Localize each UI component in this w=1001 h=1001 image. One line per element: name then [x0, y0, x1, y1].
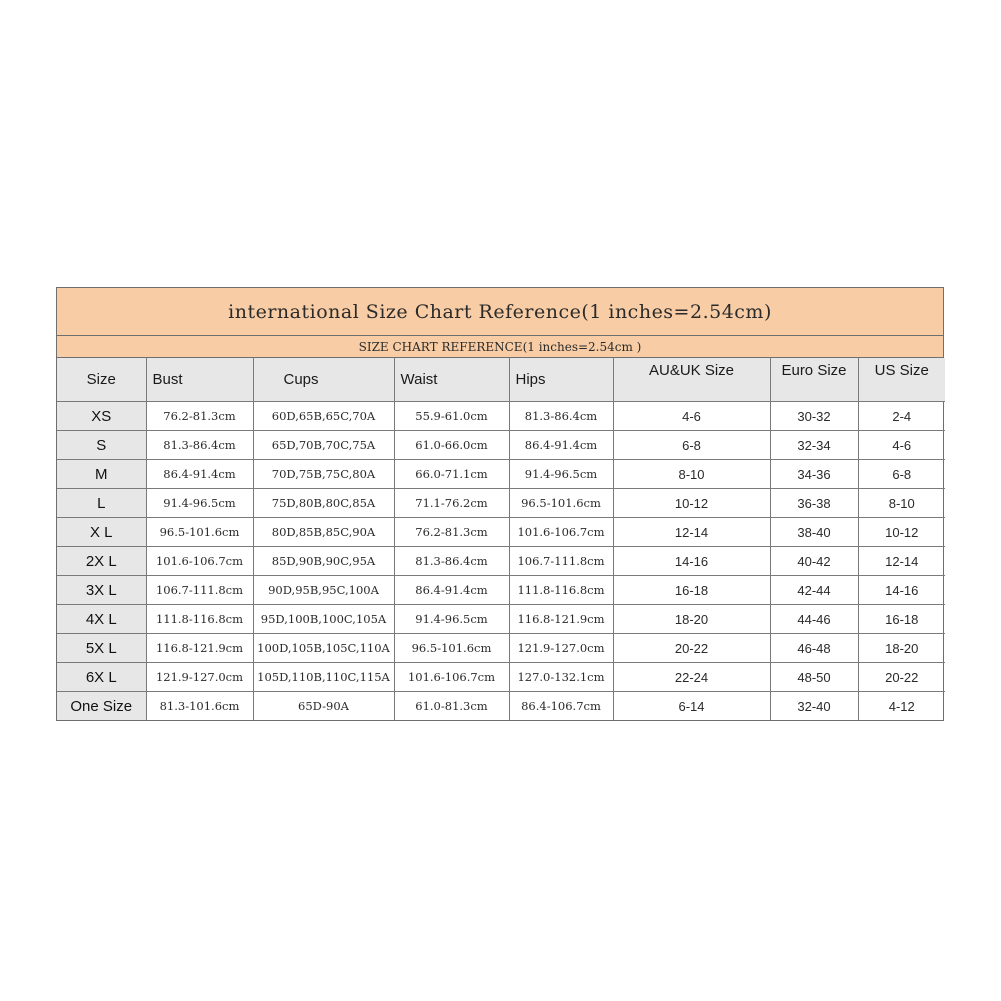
- cell-euro-size: 46-48: [770, 634, 858, 663]
- cell-au-uk-size: 16-18: [613, 576, 770, 605]
- table-row: [57, 518, 945, 547]
- cell-waist: 61.0-81.3cm: [394, 692, 509, 721]
- cell-bust: 76.2-81.3cm: [146, 402, 253, 431]
- cell-size: S: [57, 431, 146, 460]
- cell-waist: 81.3-86.4cm: [394, 547, 509, 576]
- cell-au-uk-size: 22-24: [613, 663, 770, 692]
- cell-size: 5X L: [57, 634, 146, 663]
- cell-cups: 65D,70B,70C,75A: [253, 431, 394, 460]
- cell-size: 2X L: [57, 547, 146, 576]
- cell-bust: 116.8-121.9cm: [146, 634, 253, 663]
- cell-cups: 65D-90A: [253, 692, 394, 721]
- cell-au-uk-size: 10-12: [613, 489, 770, 518]
- cell-hips: 116.8-121.9cm: [509, 605, 613, 634]
- cell-hips: 106.7-111.8cm: [509, 547, 613, 576]
- cell-hips: 127.0-132.1cm: [509, 663, 613, 692]
- cell-bust: 86.4-91.4cm: [146, 460, 253, 489]
- cell-us-size: 4-6: [858, 431, 945, 460]
- cell-us-size: 10-12: [858, 518, 945, 547]
- cell-waist: 71.1-76.2cm: [394, 489, 509, 518]
- table-row: [57, 692, 945, 721]
- cell-us-size: 6-8: [858, 460, 945, 489]
- size-chart: [56, 287, 944, 721]
- cell-au-uk-size: 12-14: [613, 518, 770, 547]
- header-bust: Bust: [146, 358, 253, 402]
- cell-waist: 86.4-91.4cm: [394, 576, 509, 605]
- cell-waist: 61.0-66.0cm: [394, 431, 509, 460]
- cell-euro-size: 48-50: [770, 663, 858, 692]
- cell-euro-size: 30-32: [770, 402, 858, 431]
- cell-size: One Size: [57, 692, 146, 721]
- cell-us-size: 12-14: [858, 547, 945, 576]
- cell-size: 4X L: [57, 605, 146, 634]
- table-row: [57, 576, 945, 605]
- cell-bust: 101.6-106.7cm: [146, 547, 253, 576]
- cell-hips: 91.4-96.5cm: [509, 460, 613, 489]
- header-cups: Cups: [253, 358, 394, 402]
- cell-hips: 81.3-86.4cm: [509, 402, 613, 431]
- cell-waist: 91.4-96.5cm: [394, 605, 509, 634]
- cell-euro-size: 32-40: [770, 692, 858, 721]
- cell-hips: 121.9-127.0cm: [509, 634, 613, 663]
- table-body: [57, 402, 945, 721]
- cell-cups: 80D,85B,85C,90A: [253, 518, 394, 547]
- cell-bust: 81.3-86.4cm: [146, 431, 253, 460]
- cell-us-size: 16-18: [858, 605, 945, 634]
- cell-cups: 60D,65B,65C,70A: [253, 402, 394, 431]
- cell-hips: 96.5-101.6cm: [509, 489, 613, 518]
- cell-waist: 101.6-106.7cm: [394, 663, 509, 692]
- table-row: [57, 605, 945, 634]
- cell-waist: 55.9-61.0cm: [394, 402, 509, 431]
- cell-bust: 91.4-96.5cm: [146, 489, 253, 518]
- cell-hips: 86.4-106.7cm: [509, 692, 613, 721]
- cell-bust: 106.7-111.8cm: [146, 576, 253, 605]
- cell-hips: 111.8-116.8cm: [509, 576, 613, 605]
- table-row: [57, 663, 945, 692]
- cell-cups: 75D,80B,80C,85A: [253, 489, 394, 518]
- cell-waist: 66.0-71.1cm: [394, 460, 509, 489]
- cell-size: 6X L: [57, 663, 146, 692]
- table-row: [57, 431, 945, 460]
- chart-subtitle: SIZE CHART REFERENCE(1 inches=2.54cm ): [57, 336, 943, 358]
- cell-waist: 96.5-101.6cm: [394, 634, 509, 663]
- cell-au-uk-size: 4-6: [613, 402, 770, 431]
- header-waist: Waist: [394, 358, 509, 402]
- cell-euro-size: 36-38: [770, 489, 858, 518]
- cell-us-size: 4-12: [858, 692, 945, 721]
- cell-cups: 85D,90B,90C,95A: [253, 547, 394, 576]
- cell-cups: 105D,110B,110C,115A: [253, 663, 394, 692]
- cell-size: X L: [57, 518, 146, 547]
- cell-bust: 81.3-101.6cm: [146, 692, 253, 721]
- cell-us-size: 2-4: [858, 402, 945, 431]
- cell-bust: 111.8-116.8cm: [146, 605, 253, 634]
- cell-au-uk-size: 6-8: [613, 431, 770, 460]
- cell-hips: 86.4-91.4cm: [509, 431, 613, 460]
- cell-bust: 96.5-101.6cm: [146, 518, 253, 547]
- cell-euro-size: 34-36: [770, 460, 858, 489]
- cell-euro-size: 44-46: [770, 605, 858, 634]
- cell-cups: 100D,105B,105C,110A: [253, 634, 394, 663]
- cell-cups: 95D,100B,100C,105A: [253, 605, 394, 634]
- cell-size: 3X L: [57, 576, 146, 605]
- cell-au-uk-size: 8-10: [613, 460, 770, 489]
- cell-size: M: [57, 460, 146, 489]
- cell-hips: 101.6-106.7cm: [509, 518, 613, 547]
- header-euro-size: Euro Size: [770, 358, 858, 402]
- cell-waist: 76.2-81.3cm: [394, 518, 509, 547]
- chart-title: international Size Chart Reference(1 inches=2.54cm): [57, 288, 943, 336]
- cell-au-uk-size: 6-14: [613, 692, 770, 721]
- table-row: [57, 547, 945, 576]
- cell-euro-size: 42-44: [770, 576, 858, 605]
- cell-us-size: 14-16: [858, 576, 945, 605]
- header-hips: Hips: [509, 358, 613, 402]
- cell-size: L: [57, 489, 146, 518]
- cell-us-size: 8-10: [858, 489, 945, 518]
- cell-au-uk-size: 20-22: [613, 634, 770, 663]
- header-size: Size: [57, 358, 146, 402]
- cell-au-uk-size: 14-16: [613, 547, 770, 576]
- table-row: [57, 489, 945, 518]
- cell-euro-size: 32-34: [770, 431, 858, 460]
- cell-size: XS: [57, 402, 146, 431]
- cell-cups: 90D,95B,95C,100A: [253, 576, 394, 605]
- table-row: [57, 460, 945, 489]
- table-row: [57, 634, 945, 663]
- cell-cups: 70D,75B,75C,80A: [253, 460, 394, 489]
- header-row: [57, 358, 945, 402]
- table-row: [57, 402, 945, 431]
- cell-us-size: 20-22: [858, 663, 945, 692]
- size-table: [57, 358, 945, 720]
- cell-bust: 121.9-127.0cm: [146, 663, 253, 692]
- cell-au-uk-size: 18-20: [613, 605, 770, 634]
- cell-euro-size: 40-42: [770, 547, 858, 576]
- header-au-uk-size: AU&UK Size: [613, 358, 770, 402]
- cell-us-size: 18-20: [858, 634, 945, 663]
- header-us-size: US Size: [858, 358, 945, 402]
- cell-euro-size: 38-40: [770, 518, 858, 547]
